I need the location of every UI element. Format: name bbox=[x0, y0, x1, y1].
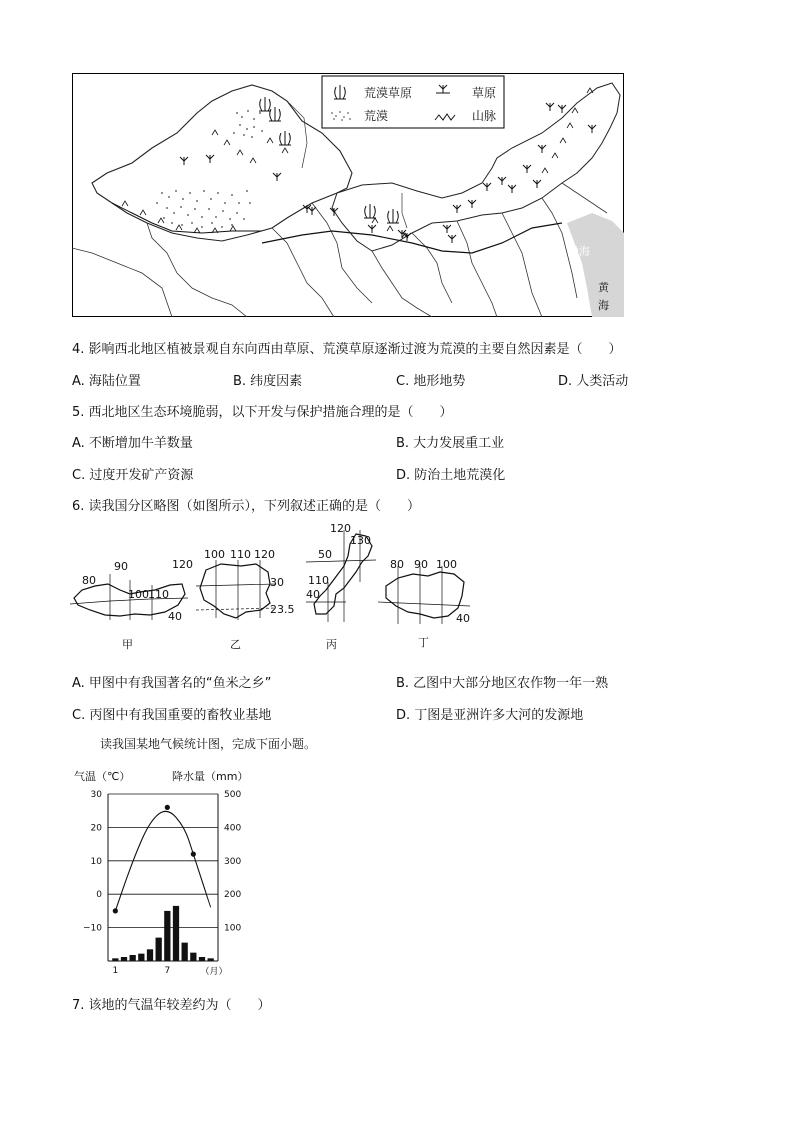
region-map-yi bbox=[196, 548, 296, 652]
legend-label-mountain: 山脉 bbox=[472, 109, 497, 123]
yi-label-110: 110 bbox=[230, 548, 251, 561]
precipitation-bar bbox=[121, 957, 127, 961]
yi-label-100: 100 bbox=[204, 548, 225, 561]
map-drawing bbox=[72, 73, 624, 317]
bing-label-130: 130 bbox=[350, 534, 371, 547]
precipitation-bar bbox=[138, 954, 144, 961]
temperature-point bbox=[165, 805, 170, 810]
yi-label-30: 30 bbox=[270, 576, 284, 589]
precipitation-bar bbox=[130, 955, 136, 961]
ding-caption: 丁 bbox=[418, 636, 429, 649]
right-tick-label: 300 bbox=[224, 856, 242, 867]
right-tick-label: 500 bbox=[224, 790, 242, 800]
region-map-bing bbox=[306, 522, 380, 652]
ding-label-80: 80 bbox=[390, 558, 404, 571]
sea-label-huanghai-2: 海 bbox=[598, 299, 609, 312]
right-tick-label: 100 bbox=[224, 923, 242, 934]
sea-label-huanghai-1: 黄 bbox=[598, 281, 609, 294]
q5-option-a[interactable]: A. 不断增加牛羊数量 bbox=[72, 436, 193, 451]
q4-option-d[interactable]: D. 人类活动 bbox=[558, 374, 629, 389]
jia-label-100: 100 bbox=[128, 588, 149, 601]
q4-option-b[interactable]: B. 纬度因素 bbox=[233, 374, 303, 389]
precipitation-bar bbox=[182, 943, 188, 961]
left-tick-label: 0 bbox=[96, 890, 102, 901]
bing-caption: 丙 bbox=[326, 638, 337, 651]
q5-option-d[interactable]: D. 防治土地荒漠化 bbox=[396, 468, 506, 483]
climate-chart-plot bbox=[72, 764, 252, 984]
region-map-jia bbox=[70, 558, 193, 651]
jia-label-120: 120 bbox=[172, 558, 193, 571]
sea-label-bohai: 渤海 bbox=[568, 245, 590, 258]
q6-option-a[interactable]: A. 甲图中有我国著名的“鱼米之乡” bbox=[72, 676, 272, 691]
legend-label-grassland: 草原 bbox=[472, 86, 497, 100]
left-tick-label: 10 bbox=[90, 856, 102, 867]
yi-caption: 乙 bbox=[230, 638, 241, 651]
question-6-stem: 6. 读我国分区略图（如图所示），下列叙述正确的是（ ） bbox=[72, 499, 421, 514]
question-4-stem: 4. 影响西北地区植被景观自东向西由草原、荒漠草原逐渐过渡为荒漠的主要自然因素是（ ） bbox=[72, 342, 622, 357]
ding-label-40: 40 bbox=[456, 612, 470, 625]
climate-intro: 读我国某地气候统计图，完成下面小题。 bbox=[100, 737, 317, 751]
left-tick-label: 20 bbox=[90, 823, 102, 834]
northwest-vegetation-map bbox=[72, 73, 624, 317]
precipitation-bar bbox=[112, 958, 118, 961]
jia-label-80: 80 bbox=[82, 574, 96, 587]
precipitation-bar bbox=[147, 949, 153, 961]
question-5-stem: 5. 西北地区生态环境脆弱，以下开发与保护措施合理的是（ ） bbox=[72, 405, 453, 420]
q4-option-a[interactable]: A. 海陆位置 bbox=[72, 374, 141, 389]
ding-label-90: 90 bbox=[414, 558, 428, 571]
question-7-stem: 7. 该地的气温年较差约为（ ） bbox=[72, 998, 271, 1013]
yi-label-23-5: 23.5 bbox=[270, 603, 295, 616]
jia-label-90: 90 bbox=[114, 560, 128, 573]
precipitation-bar bbox=[164, 911, 170, 961]
chart-ylabel-left: 气温（℃） bbox=[74, 770, 131, 783]
q6-option-c[interactable]: C. 丙图中有我国重要的畜牧业基地 bbox=[72, 708, 272, 723]
region-map-ding bbox=[378, 556, 478, 652]
bing-label-40: 40 bbox=[306, 588, 320, 601]
q5-option-b[interactable]: B. 大力发展重工业 bbox=[396, 436, 505, 451]
jia-label-40: 40 bbox=[168, 610, 182, 623]
legend-label-desert: 荒漠 bbox=[364, 109, 389, 123]
x-tick-label: 7 bbox=[164, 966, 171, 976]
q5-option-c[interactable]: C. 过度开发矿产资源 bbox=[72, 468, 194, 483]
climate-chart bbox=[72, 764, 252, 984]
precipitation-bar bbox=[190, 953, 196, 961]
chart-ylabel-right: 降水量（mm） bbox=[172, 770, 249, 783]
jia-caption: 甲 bbox=[122, 638, 133, 651]
legend-label-desert-grassland: 荒漠草原 bbox=[364, 86, 413, 100]
q6-option-d[interactable]: D. 丁图是亚洲许多大河的发源地 bbox=[396, 708, 584, 723]
x-axis-label: （月） bbox=[200, 967, 228, 977]
yi-label-120: 120 bbox=[254, 548, 275, 561]
right-tick-label: 200 bbox=[224, 890, 242, 901]
right-tick-label: 400 bbox=[224, 823, 242, 834]
precipitation-bar bbox=[173, 906, 179, 961]
bing-label-50: 50 bbox=[318, 548, 332, 561]
ding-label-100: 100 bbox=[436, 558, 457, 571]
x-tick-label: 1 bbox=[112, 966, 119, 976]
bing-label-110: 110 bbox=[308, 574, 329, 587]
left-tick-label: 30 bbox=[90, 790, 102, 800]
precipitation-bar bbox=[156, 938, 162, 961]
jia-label-110: 110 bbox=[148, 588, 169, 601]
left-tick-label: −10 bbox=[83, 923, 102, 934]
precipitation-bar bbox=[199, 957, 205, 961]
temperature-point bbox=[191, 852, 196, 857]
q4-option-c[interactable]: C. 地形地势 bbox=[396, 374, 466, 389]
temperature-point bbox=[113, 908, 118, 913]
q6-option-b[interactable]: B. 乙图中大部分地区农作物一年一熟 bbox=[396, 676, 609, 691]
precipitation-bar bbox=[208, 958, 214, 961]
bing-label-120: 120 bbox=[330, 522, 351, 535]
